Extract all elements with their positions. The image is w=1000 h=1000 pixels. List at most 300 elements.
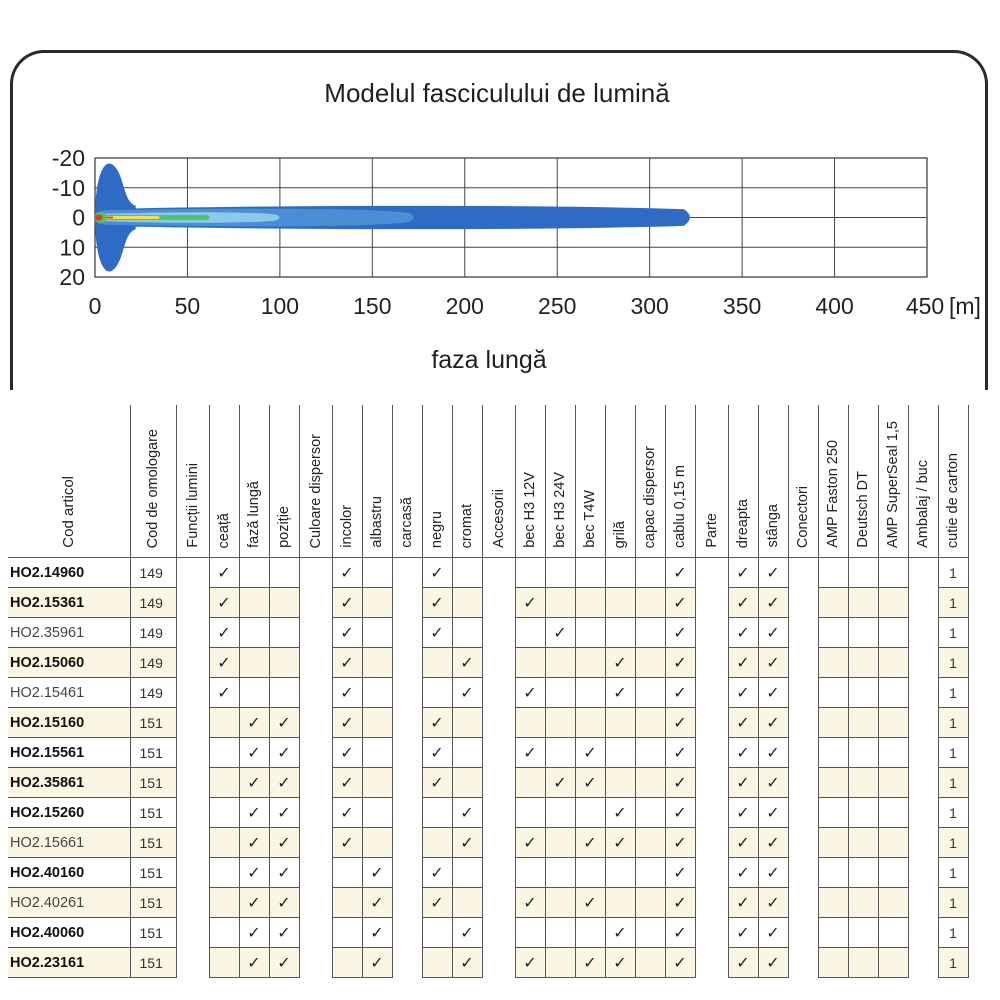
feature-cell — [665, 648, 695, 678]
feature-cell — [209, 888, 239, 918]
feature-cell — [728, 708, 758, 738]
section-spacer-cell — [299, 828, 332, 858]
section-spacer-cell — [908, 618, 938, 648]
section-spacer-cell — [299, 738, 332, 768]
feature-cell — [239, 858, 269, 888]
check-icon: ✓ — [736, 563, 750, 582]
feature-cell — [545, 678, 575, 708]
table-row — [8, 888, 968, 918]
feature-cell — [758, 588, 788, 618]
feature-cell — [422, 888, 452, 918]
section-spacer-cell — [176, 798, 209, 828]
feature-cell — [362, 738, 392, 768]
feature-cell — [665, 618, 695, 648]
section-spacer-cell — [908, 858, 938, 888]
section-spacer-cell — [908, 678, 938, 708]
check-icon: ✓ — [736, 743, 750, 762]
check-icon: ✓ — [523, 683, 537, 702]
feature-cell — [848, 708, 878, 738]
feature-cell — [209, 708, 239, 738]
feature-cell — [575, 678, 605, 708]
check-icon: ✓ — [736, 713, 750, 732]
homologation-code: 151 — [130, 948, 176, 978]
feature-cell — [269, 678, 299, 708]
feature-cell — [848, 768, 878, 798]
check-icon: ✓ — [673, 893, 687, 912]
feature-cell — [452, 828, 482, 858]
feature-cell — [452, 738, 482, 768]
y-tick-label: 10 — [59, 234, 85, 261]
feature-cell — [269, 888, 299, 918]
check-icon: ✓ — [277, 893, 291, 912]
section-spacer-cell — [299, 948, 332, 978]
check-icon: ✓ — [736, 773, 750, 792]
section-spacer-cell — [176, 648, 209, 678]
feature-cell — [758, 678, 788, 708]
section-spacer-cell — [908, 768, 938, 798]
feature-cell — [332, 618, 362, 648]
check-icon: ✓ — [673, 743, 687, 762]
article-code: HO2.40160 — [8, 858, 130, 888]
section-spacer-cell — [392, 588, 422, 618]
section-spacer-cell — [392, 618, 422, 648]
feature-cell — [575, 558, 605, 588]
feature-cell — [635, 738, 665, 768]
feature-cell — [878, 888, 908, 918]
feature-cell — [848, 618, 878, 648]
feature-cell — [575, 738, 605, 768]
feature-cell — [422, 828, 452, 858]
feature-cell — [545, 828, 575, 858]
feature-cell — [269, 768, 299, 798]
check-icon: ✓ — [736, 623, 750, 642]
check-icon: ✓ — [370, 863, 384, 882]
package-qty: 1 — [938, 948, 968, 978]
section-spacer-cell — [908, 888, 938, 918]
feature-cell — [209, 918, 239, 948]
feature-cell — [362, 648, 392, 678]
check-icon: ✓ — [460, 833, 474, 852]
check-icon: ✓ — [766, 893, 780, 912]
check-icon: ✓ — [613, 803, 627, 822]
feature-cell — [635, 858, 665, 888]
feature-cell — [758, 708, 788, 738]
feature-cell — [728, 588, 758, 618]
feature-cell — [818, 828, 848, 858]
feature-cell — [848, 948, 878, 978]
x-tick-label: 250 — [538, 293, 577, 319]
article-code: HO2.35961 — [8, 618, 130, 648]
feature-cell — [332, 948, 362, 978]
feature-cell — [239, 708, 269, 738]
feature-cell — [422, 798, 452, 828]
check-icon: ✓ — [340, 683, 354, 702]
feature-cell — [422, 588, 452, 618]
check-icon: ✓ — [340, 833, 354, 852]
feature-cell — [758, 798, 788, 828]
check-icon: ✓ — [553, 623, 567, 642]
homologation-code: 149 — [130, 648, 176, 678]
package-qty: 1 — [938, 858, 968, 888]
feature-cell — [728, 798, 758, 828]
feature-cell — [332, 888, 362, 918]
feature-cell — [239, 828, 269, 858]
check-icon: ✓ — [766, 563, 780, 582]
check-icon: ✓ — [736, 683, 750, 702]
homologation-code: 151 — [130, 708, 176, 738]
feature-cell — [362, 858, 392, 888]
feature-cell — [209, 618, 239, 648]
feature-cell — [209, 678, 239, 708]
feature-cell — [209, 768, 239, 798]
feature-cell — [665, 858, 695, 888]
feature-cell — [665, 558, 695, 588]
feature-cell — [362, 798, 392, 828]
feature-cell — [878, 738, 908, 768]
x-tick-label: 0 — [88, 293, 102, 319]
section-spacer-cell — [908, 918, 938, 948]
feature-cell — [239, 768, 269, 798]
feature-cell — [362, 588, 392, 618]
section-spacer-cell — [695, 708, 728, 738]
section-spacer-cell — [482, 738, 515, 768]
feature-cell — [665, 708, 695, 738]
section-spacer-cell — [695, 558, 728, 588]
feature-cell — [665, 798, 695, 828]
column-header: Ambalaj / buc — [908, 405, 938, 558]
section-spacer-cell — [482, 618, 515, 648]
homologation-code: 151 — [130, 738, 176, 768]
feature-cell — [665, 588, 695, 618]
feature-cell — [878, 708, 908, 738]
feature-cell — [269, 738, 299, 768]
check-icon: ✓ — [523, 953, 537, 972]
column-header: cromat — [452, 405, 482, 558]
column-header: albastru — [362, 405, 392, 558]
check-icon: ✓ — [673, 773, 687, 792]
feature-cell — [635, 798, 665, 828]
check-icon: ✓ — [736, 863, 750, 882]
feature-cell — [605, 558, 635, 588]
feature-cell — [332, 828, 362, 858]
feature-cell — [332, 648, 362, 678]
section-spacer-cell — [392, 858, 422, 888]
feature-cell — [605, 588, 635, 618]
feature-cell — [545, 708, 575, 738]
check-icon: ✓ — [217, 653, 231, 672]
section-spacer-cell — [299, 858, 332, 888]
feature-cell — [209, 858, 239, 888]
check-icon: ✓ — [736, 593, 750, 612]
section-spacer-cell — [788, 648, 818, 678]
section-spacer-cell — [482, 558, 515, 588]
check-icon: ✓ — [766, 653, 780, 672]
feature-cell — [728, 558, 758, 588]
section-spacer-cell — [482, 888, 515, 918]
section-spacer-cell — [788, 588, 818, 618]
feature-cell — [422, 648, 452, 678]
check-icon: ✓ — [430, 563, 444, 582]
feature-cell — [515, 588, 545, 618]
column-header: capac dispersor — [635, 405, 665, 558]
article-code: HO2.35861 — [8, 768, 130, 798]
feature-cell — [635, 828, 665, 858]
feature-cell — [665, 948, 695, 978]
feature-cell — [665, 918, 695, 948]
y-tick-label: 0 — [72, 204, 85, 231]
feature-cell — [878, 558, 908, 588]
check-icon: ✓ — [370, 953, 384, 972]
check-icon: ✓ — [613, 683, 627, 702]
check-icon: ✓ — [766, 773, 780, 792]
section-spacer-cell — [299, 888, 332, 918]
section-spacer-cell — [392, 948, 422, 978]
section-spacer-cell — [788, 828, 818, 858]
column-header: dreapta — [728, 405, 758, 558]
section-spacer-cell — [908, 828, 938, 858]
package-qty: 1 — [938, 798, 968, 828]
check-icon: ✓ — [430, 713, 444, 732]
check-icon: ✓ — [247, 953, 261, 972]
feature-cell — [269, 558, 299, 588]
check-icon: ✓ — [553, 773, 567, 792]
check-icon: ✓ — [217, 683, 231, 702]
table-row — [8, 918, 968, 948]
check-icon: ✓ — [583, 773, 597, 792]
feature-cell — [848, 648, 878, 678]
feature-cell — [515, 828, 545, 858]
feature-cell — [758, 828, 788, 858]
homologation-code: 151 — [130, 918, 176, 948]
table-row — [8, 768, 968, 798]
package-qty: 1 — [938, 738, 968, 768]
feature-cell — [575, 858, 605, 888]
section-spacer-cell — [392, 558, 422, 588]
feature-cell — [332, 798, 362, 828]
homologation-code: 149 — [130, 588, 176, 618]
check-icon: ✓ — [766, 683, 780, 702]
check-icon: ✓ — [766, 833, 780, 852]
check-icon: ✓ — [340, 773, 354, 792]
section-spacer-cell — [176, 708, 209, 738]
check-icon: ✓ — [460, 803, 474, 822]
feature-cell — [635, 708, 665, 738]
section-spacer-cell — [176, 858, 209, 888]
feature-cell — [635, 768, 665, 798]
column-header: cablu 0,15 m — [665, 405, 695, 558]
section-spacer-cell — [392, 918, 422, 948]
column-header: Deutsch DT — [848, 405, 878, 558]
article-code: HO2.15561 — [8, 738, 130, 768]
feature-cell — [269, 858, 299, 888]
column-header: bec H3 24V — [545, 405, 575, 558]
feature-cell — [665, 768, 695, 798]
feature-cell — [422, 708, 452, 738]
feature-cell — [605, 798, 635, 828]
feature-cell — [605, 618, 635, 648]
x-tick-label: 100 — [260, 293, 300, 319]
feature-cell — [878, 918, 908, 948]
homologation-code: 149 — [130, 618, 176, 648]
feature-cell — [728, 648, 758, 678]
check-icon: ✓ — [613, 953, 627, 972]
check-icon: ✓ — [340, 743, 354, 762]
feature-cell — [728, 768, 758, 798]
section-spacer-cell — [176, 948, 209, 978]
feature-cell — [515, 678, 545, 708]
feature-cell — [452, 768, 482, 798]
x-axis-label: faza lungă — [431, 346, 547, 374]
section-spacer-cell — [695, 678, 728, 708]
feature-cell — [878, 678, 908, 708]
feature-cell — [452, 918, 482, 948]
section-spacer-cell — [392, 738, 422, 768]
feature-cell — [239, 648, 269, 678]
check-icon: ✓ — [277, 923, 291, 942]
feature-cell — [575, 708, 605, 738]
y-tick-label: 20 — [59, 264, 85, 290]
table-header-row — [8, 405, 968, 558]
feature-cell — [545, 948, 575, 978]
check-icon: ✓ — [430, 623, 444, 642]
section-spacer-cell — [299, 678, 332, 708]
feature-cell — [818, 948, 848, 978]
check-icon: ✓ — [523, 833, 537, 852]
feature-cell — [422, 918, 452, 948]
section-spacer-cell — [908, 948, 938, 978]
column-header: Funcții lumini — [176, 405, 209, 558]
section-spacer-cell — [482, 768, 515, 798]
feature-cell — [848, 828, 878, 858]
feature-cell — [848, 558, 878, 588]
section-spacer-cell — [176, 678, 209, 708]
section-spacer-cell — [299, 618, 332, 648]
feature-cell — [605, 768, 635, 798]
section-spacer-cell — [392, 768, 422, 798]
table-row — [8, 678, 968, 708]
check-icon: ✓ — [766, 863, 780, 882]
section-spacer-cell — [695, 768, 728, 798]
check-icon: ✓ — [460, 653, 474, 672]
table-row — [8, 828, 968, 858]
check-icon: ✓ — [736, 833, 750, 852]
x-tick-label: 450 — [905, 293, 945, 319]
check-icon: ✓ — [460, 683, 474, 702]
section-spacer-cell — [299, 648, 332, 678]
check-icon: ✓ — [217, 563, 231, 582]
feature-cell — [332, 738, 362, 768]
feature-cell — [422, 618, 452, 648]
feature-cell — [362, 768, 392, 798]
feature-cell — [332, 768, 362, 798]
check-icon: ✓ — [370, 923, 384, 942]
check-icon: ✓ — [613, 833, 627, 852]
article-code: HO2.23161 — [8, 948, 130, 978]
check-icon: ✓ — [673, 563, 687, 582]
feature-cell — [269, 798, 299, 828]
section-spacer-cell — [299, 588, 332, 618]
column-header: bec T4W — [575, 405, 605, 558]
check-icon: ✓ — [277, 833, 291, 852]
feature-cell — [878, 618, 908, 648]
feature-cell — [239, 558, 269, 588]
feature-cell — [758, 618, 788, 648]
article-code: HO2.40060 — [8, 918, 130, 948]
section-spacer-cell — [788, 618, 818, 648]
feature-cell — [728, 678, 758, 708]
feature-cell — [758, 648, 788, 678]
check-icon: ✓ — [340, 563, 354, 582]
feature-cell — [422, 948, 452, 978]
feature-cell — [545, 738, 575, 768]
y-tick-label: -20 — [51, 145, 85, 171]
feature-cell — [452, 948, 482, 978]
y-tick-label: -10 — [51, 174, 85, 201]
feature-cell — [575, 618, 605, 648]
check-icon: ✓ — [247, 743, 261, 762]
column-header: AMP SuperSeal 1,5 — [878, 405, 908, 558]
feature-cell — [818, 678, 848, 708]
section-spacer-cell — [482, 588, 515, 618]
package-qty: 1 — [938, 918, 968, 948]
feature-cell — [515, 948, 545, 978]
package-qty: 1 — [938, 558, 968, 588]
article-code: HO2.15461 — [8, 678, 130, 708]
section-spacer-cell — [788, 918, 818, 948]
column-header: Conectori — [788, 405, 818, 558]
check-icon: ✓ — [277, 743, 291, 762]
check-icon: ✓ — [247, 893, 261, 912]
feature-cell — [332, 678, 362, 708]
section-spacer-cell — [695, 738, 728, 768]
feature-cell — [239, 678, 269, 708]
feature-cell — [818, 798, 848, 828]
homologation-code: 151 — [130, 858, 176, 888]
package-qty: 1 — [938, 678, 968, 708]
chart-title: Modelul fasciculului de lumină — [324, 78, 670, 108]
homologation-code: 149 — [130, 558, 176, 588]
feature-cell — [209, 558, 239, 588]
feature-cell — [515, 738, 545, 768]
feature-cell — [545, 768, 575, 798]
feature-cell — [818, 858, 848, 888]
feature-cell — [818, 648, 848, 678]
section-spacer-cell — [695, 858, 728, 888]
feature-cell — [452, 618, 482, 648]
feature-cell — [818, 888, 848, 918]
check-icon: ✓ — [523, 893, 537, 912]
check-icon: ✓ — [523, 743, 537, 762]
feature-cell — [422, 768, 452, 798]
check-icon: ✓ — [340, 593, 354, 612]
feature-cell — [605, 648, 635, 678]
table-row — [8, 588, 968, 618]
feature-cell — [728, 618, 758, 648]
x-tick-labels — [89, 293, 981, 319]
x-tick-label: [m] — [949, 293, 981, 319]
x-tick-label: 200 — [445, 293, 484, 319]
section-spacer-cell — [299, 918, 332, 948]
package-qty: 1 — [938, 828, 968, 858]
feature-cell — [239, 918, 269, 948]
feature-cell — [515, 618, 545, 648]
feature-cell — [422, 678, 452, 708]
check-icon: ✓ — [460, 923, 474, 942]
x-tick-label: 150 — [353, 293, 392, 319]
column-header: stânga — [758, 405, 788, 558]
section-spacer-cell — [695, 618, 728, 648]
feature-cell — [605, 918, 635, 948]
